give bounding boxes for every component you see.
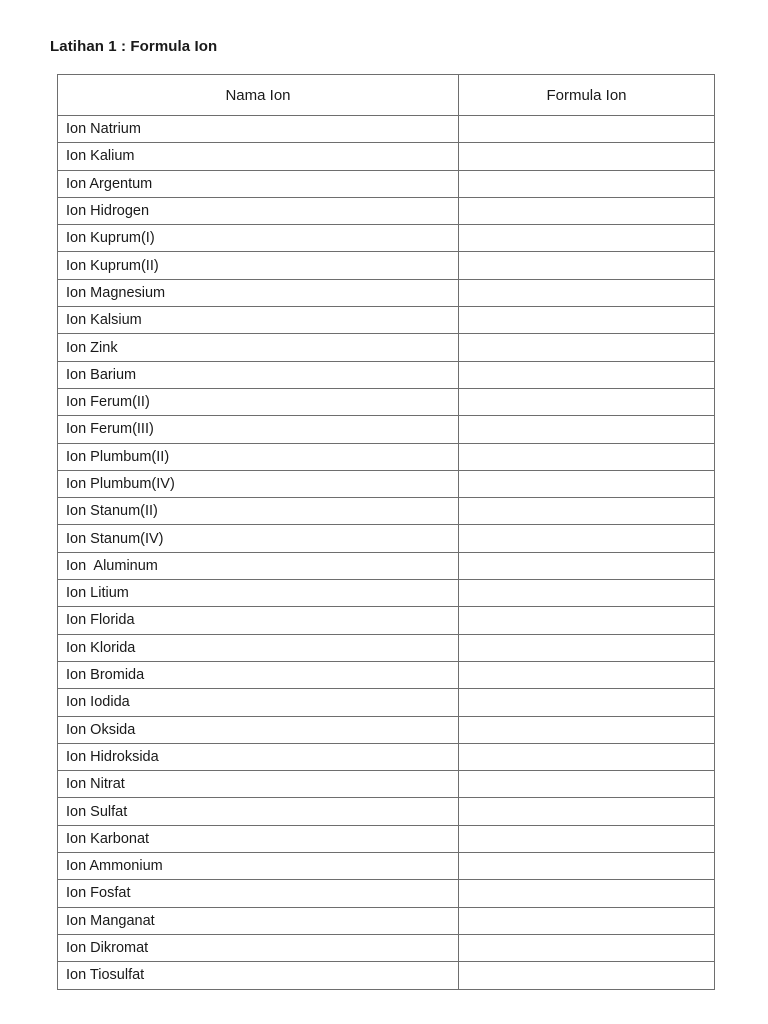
ion-name-cell: Ion Ferum(II) bbox=[58, 388, 459, 415]
ion-formula-cell[interactable] bbox=[459, 225, 715, 252]
table-row bbox=[58, 798, 715, 825]
ion-name-cell: Ion Magnesium bbox=[58, 279, 459, 306]
table-row bbox=[58, 361, 715, 388]
ion-formula-cell[interactable] bbox=[459, 634, 715, 661]
ion-formula-cell[interactable] bbox=[459, 907, 715, 934]
ion-name-cell: Ion Manganat bbox=[58, 907, 459, 934]
table-row bbox=[58, 416, 715, 443]
ion-formula-cell[interactable] bbox=[459, 416, 715, 443]
ion-name-cell: Ion Sulfat bbox=[58, 798, 459, 825]
ion-name-cell: Ion Tiosulfat bbox=[58, 962, 459, 989]
table-row bbox=[58, 743, 715, 770]
ion-name-cell: Ion Dikromat bbox=[58, 934, 459, 961]
ion-name-cell: Ion Fosfat bbox=[58, 880, 459, 907]
ion-name-cell: Ion Bromida bbox=[58, 661, 459, 688]
table-row bbox=[58, 607, 715, 634]
table-row bbox=[58, 225, 715, 252]
table-row bbox=[58, 825, 715, 852]
table-header-row bbox=[58, 75, 715, 116]
table-row bbox=[58, 880, 715, 907]
table-row bbox=[58, 143, 715, 170]
ion-name-cell: Ion Ammonium bbox=[58, 853, 459, 880]
ion-name-cell: Ion Karbonat bbox=[58, 825, 459, 852]
table-row bbox=[58, 279, 715, 306]
ion-formula-cell[interactable] bbox=[459, 771, 715, 798]
ion-formula-cell[interactable] bbox=[459, 116, 715, 143]
ion-formula-cell[interactable] bbox=[459, 443, 715, 470]
page-title: Latihan 1 : Formula Ion bbox=[50, 38, 218, 55]
ion-formula-cell[interactable] bbox=[459, 498, 715, 525]
header-formula-ion: Formula Ion bbox=[459, 75, 715, 116]
header-nama-ion: Nama Ion bbox=[58, 75, 459, 116]
ion-formula-cell[interactable] bbox=[459, 880, 715, 907]
ion-formula-cell[interactable] bbox=[459, 252, 715, 279]
ion-name-cell: Ion Klorida bbox=[58, 634, 459, 661]
table-row bbox=[58, 907, 715, 934]
ion-formula-cell[interactable] bbox=[459, 170, 715, 197]
ion-name-cell: Ion Hidroksida bbox=[58, 743, 459, 770]
ion-formula-cell[interactable] bbox=[459, 143, 715, 170]
ion-name-cell: Ion Aluminum bbox=[58, 552, 459, 579]
ion-name-cell: Ion Plumbum(II) bbox=[58, 443, 459, 470]
ion-formula-cell[interactable] bbox=[459, 279, 715, 306]
ion-name-cell: Ion Nitrat bbox=[58, 771, 459, 798]
table-row bbox=[58, 498, 715, 525]
ion-formula-cell[interactable] bbox=[459, 743, 715, 770]
table-row bbox=[58, 934, 715, 961]
table-row bbox=[58, 634, 715, 661]
table-row bbox=[58, 552, 715, 579]
ion-formula-cell[interactable] bbox=[459, 962, 715, 989]
table-row bbox=[58, 689, 715, 716]
ion-formula-cell[interactable] bbox=[459, 388, 715, 415]
table-row bbox=[58, 116, 715, 143]
table-row bbox=[58, 197, 715, 224]
table-row bbox=[58, 716, 715, 743]
ion-formula-cell[interactable] bbox=[459, 334, 715, 361]
ion-name-cell: Ion Oksida bbox=[58, 716, 459, 743]
ion-name-cell: Ion Stanum(IV) bbox=[58, 525, 459, 552]
table-row bbox=[58, 388, 715, 415]
ion-name-cell: Ion Kalsium bbox=[58, 307, 459, 334]
ion-name-cell: Ion Ferum(III) bbox=[58, 416, 459, 443]
ion-name-cell: Ion Kuprum(I) bbox=[58, 225, 459, 252]
ion-name-cell: Ion Hidrogen bbox=[58, 197, 459, 224]
ion-formula-cell[interactable] bbox=[459, 798, 715, 825]
table-row bbox=[58, 470, 715, 497]
table-row bbox=[58, 580, 715, 607]
ion-formula-cell[interactable] bbox=[459, 552, 715, 579]
ion-formula-cell[interactable] bbox=[459, 689, 715, 716]
ion-name-cell: Ion Kuprum(II) bbox=[58, 252, 459, 279]
ion-formula-cell[interactable] bbox=[459, 934, 715, 961]
table-row bbox=[58, 525, 715, 552]
ion-name-cell: Ion Iodida bbox=[58, 689, 459, 716]
ion-formula-cell[interactable] bbox=[459, 470, 715, 497]
ion-formula-cell[interactable] bbox=[459, 580, 715, 607]
ion-table bbox=[57, 74, 715, 990]
ion-formula-cell[interactable] bbox=[459, 361, 715, 388]
ion-name-cell: Ion Kalium bbox=[58, 143, 459, 170]
ion-name-cell: Ion Argentum bbox=[58, 170, 459, 197]
table-row bbox=[58, 307, 715, 334]
table-row bbox=[58, 853, 715, 880]
ion-name-cell: Ion Plumbum(IV) bbox=[58, 470, 459, 497]
ion-formula-cell[interactable] bbox=[459, 716, 715, 743]
table-row bbox=[58, 771, 715, 798]
ion-formula-cell[interactable] bbox=[459, 525, 715, 552]
ion-name-cell: Ion Barium bbox=[58, 361, 459, 388]
table-row bbox=[58, 170, 715, 197]
ion-formula-cell[interactable] bbox=[459, 607, 715, 634]
table-row bbox=[58, 334, 715, 361]
ion-name-cell: Ion Litium bbox=[58, 580, 459, 607]
ion-name-cell: Ion Zink bbox=[58, 334, 459, 361]
ion-name-cell: Ion Florida bbox=[58, 607, 459, 634]
table-row bbox=[58, 443, 715, 470]
ion-formula-cell[interactable] bbox=[459, 825, 715, 852]
ion-formula-cell[interactable] bbox=[459, 853, 715, 880]
ion-name-cell: Ion Natrium bbox=[58, 116, 459, 143]
table-body bbox=[58, 116, 715, 990]
table-row bbox=[58, 661, 715, 688]
ion-formula-cell[interactable] bbox=[459, 307, 715, 334]
ion-name-cell: Ion Stanum(II) bbox=[58, 498, 459, 525]
ion-formula-cell[interactable] bbox=[459, 661, 715, 688]
ion-formula-cell[interactable] bbox=[459, 197, 715, 224]
table-row bbox=[58, 962, 715, 989]
table-row bbox=[58, 252, 715, 279]
